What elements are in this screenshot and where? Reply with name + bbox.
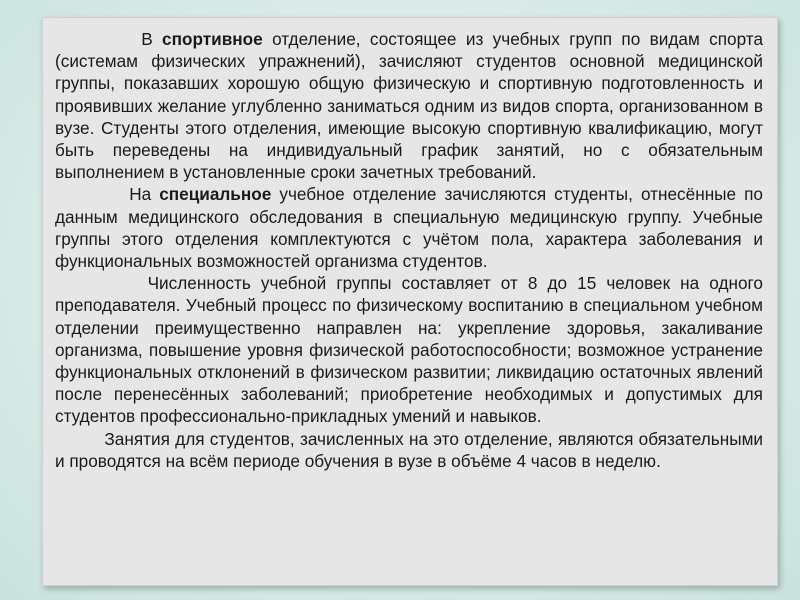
paragraph-2-bold: специальное [159,184,272,205]
paragraph-classes [55,428,763,472]
paragraph-1-bold: спортивное [162,29,263,49]
paragraph-1-lead: В [141,29,163,49]
paragraph-4-body: Занятия для студентов, зачисленных на это отделение, являются обязательными и проводятся на всём периоде обучения в вузе в объёме 4 часов в неделю. [55,428,763,471]
paragraph-group-size [55,272,763,427]
paragraph-special-department [55,183,763,272]
slide-body-text [55,28,763,472]
paragraph-3-body: Численность учебной группы составляет от 8 до 15 человек на одного преподавателя. Учебный процесс по физическому воспитанию в специальном учебном отделении преимущественно направлен на: укрепление здоровья, закаливание организма, повышение уровня физической работоспособности; возможное устранение функциональных отклонений в физическом развитии; ликвидацию остаточных явлений после перенесённых заболеваний; приобретение необходимых и допустимых для студентов профессионально-прикладных умений и навыков. [55,273,763,427]
paragraph-1-body: отделение, состоящее из учебных групп по видам спорта (системам физических упражнений), зачисляют студентов основной медицинской группы, показавших хорошую общую физическую и спортивную подготовленность и проявивших желание углубленно заниматься одним из видов спорта, организованном в вузе. Студенты этого отделения, имеющие высокую спортивную квалификацию, могут быть переведены на индивидуальный график занятий, но с обязательным выполнением в установленные сроки зачетных требований. [55,29,764,183]
paragraph-2-body: учебное отделение зачисляются студенты, отнесённые по данным медицинского обследования в специальную медицинскую группу. Учебные группы этого отделения комплектуются с учётом пола, характера заболевания и функциональных возможностей организма студентов. [55,184,763,272]
paragraph-2-lead: На [129,184,160,205]
paragraph-sport-department [55,28,763,183]
